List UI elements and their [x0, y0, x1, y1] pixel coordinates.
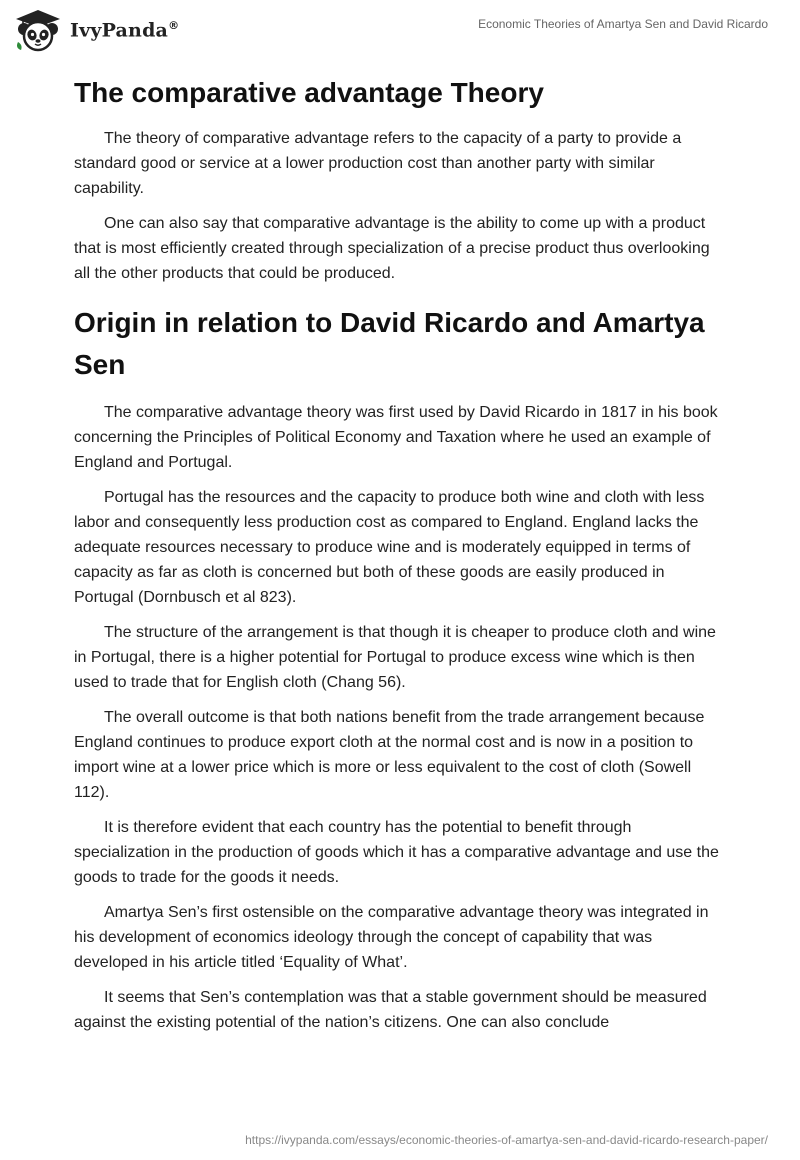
- paragraph: The structure of the arrangement is that though it is cheaper to produce cloth and wine in Portugal, there is a higher potential for Portugal to produce excess wine which is then used to trade that for English cloth (Chang 56).: [74, 624, 716, 691]
- section-heading-origin: Origin in relation to David Ricardo and Amartya Sen: [74, 307, 705, 380]
- paragraph: It is therefore evident that each country has the potential to benefit through specialization in the production of goods which it has a comparative advantage and use the goods to trade for the goods it needs.: [74, 819, 719, 886]
- paragraph: Amartya Sen’s first ostensible on the comparative advantage theory was integrated in his development of economics ideology through the concept of capability that was developed in his article titled ‘Equality of What’.: [74, 904, 709, 971]
- registered-mark: ®: [168, 18, 180, 32]
- section-heading-comparative-advantage: The comparative advantage Theory: [74, 77, 544, 108]
- brand-name: IvyPanda®: [70, 18, 180, 42]
- ivypanda-logo[interactable]: [14, 8, 179, 52]
- page-header: [0, 0, 800, 60]
- source-url: https://ivypanda.com/essays/economic-theories-of-amartya-sen-and-david-ricardo-research-paper/: [245, 1133, 768, 1147]
- paragraph: The overall outcome is that both nations benefit from the trade arrangement because England continues to produce export cloth at the normal cost and is now in a position to import wine at a lower price which is more or less equivalent to the cost of cloth (Sowell 112).: [74, 709, 705, 801]
- document-title: Economic Theories of Amartya Sen and David Ricardo: [478, 17, 768, 31]
- paragraph: It seems that Sen’s contemplation was that a stable government should be measured against the existing potential of the nation’s citizens. One can also conclude: [74, 989, 707, 1031]
- article-body: [74, 72, 726, 1045]
- paragraph: One can also say that comparative advantage is the ability to come up with a product that is most efficiently created through specialization of a precise product thus overlooking all the other products that could be produced.: [74, 215, 710, 282]
- paragraph: Portugal has the resources and the capacity to produce both wine and cloth with less labor and consequently less production cost as compared to England. England lacks the adequate resources necessary to produce wine and is moderately equipped in terms of capacity as far as cloth is concerned but both of these goods are easily produced in Portugal (Dornbusch et al 823).: [74, 489, 705, 606]
- panda-graduate-icon: [14, 8, 62, 52]
- paragraph: The comparative advantage theory was first used by David Ricardo in 1817 in his book concerning the Principles of Political Economy and Taxation where he used an example of England and Portugal.: [74, 404, 718, 471]
- paragraph: The theory of comparative advantage refers to the capacity of a party to provide a standard good or service at a lower production cost than another party with similar capability.: [74, 130, 682, 197]
